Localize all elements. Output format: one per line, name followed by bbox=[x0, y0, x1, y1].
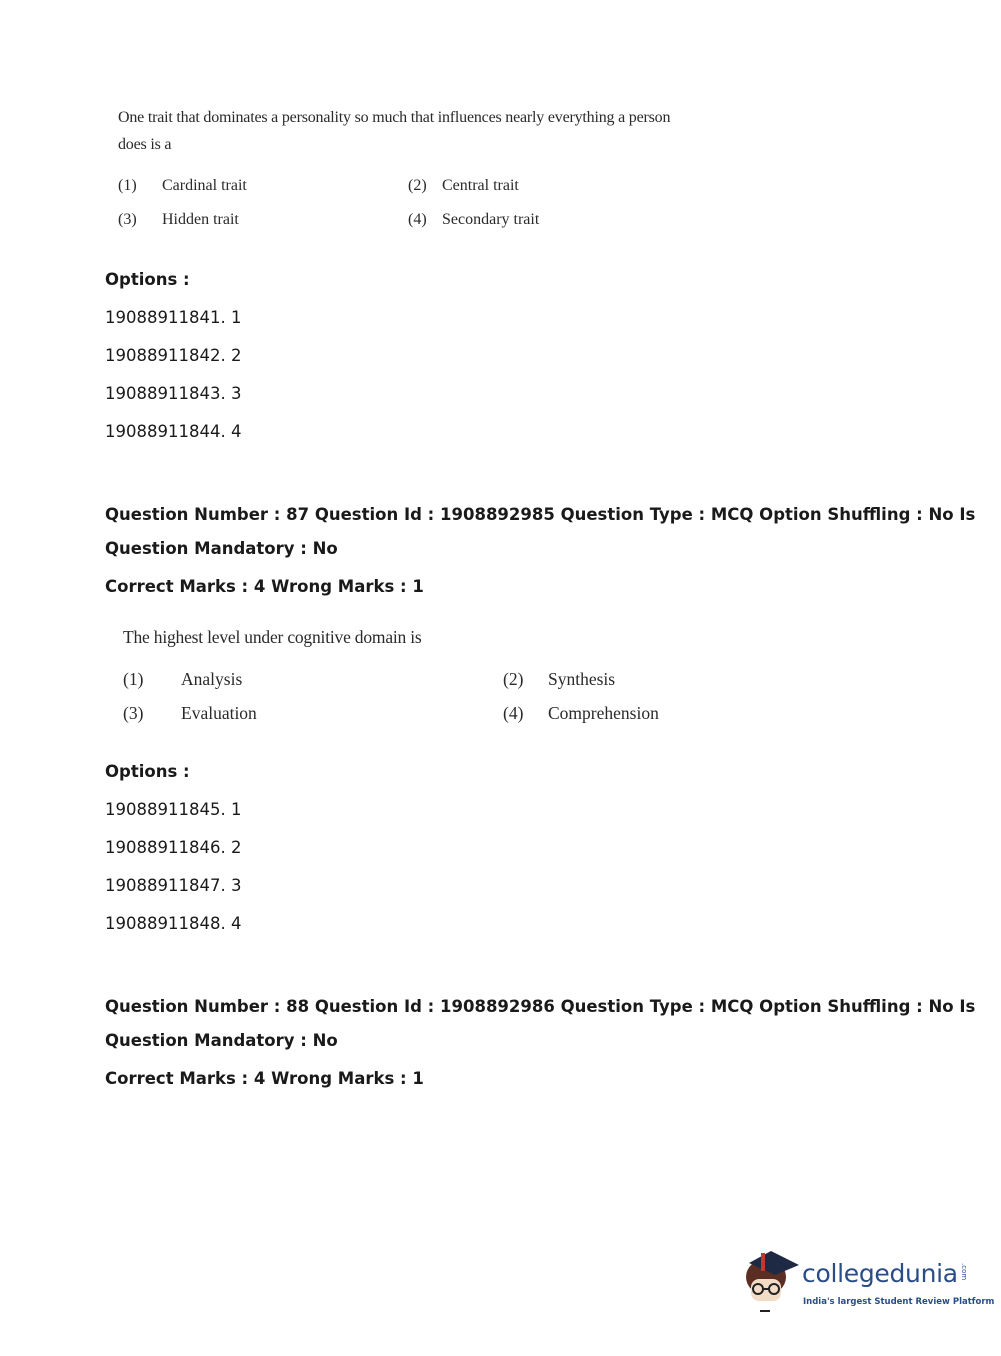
question-marks: Correct Marks : 4 Wrong Marks : 1 bbox=[105, 1069, 424, 1088]
option-id: 19088911842. 2 bbox=[105, 346, 242, 365]
choice-2 bbox=[503, 669, 615, 690]
options-heading: Options : bbox=[105, 270, 190, 289]
choice-1 bbox=[123, 669, 242, 690]
choice-3 bbox=[118, 211, 239, 229]
choice-label: Evaluation bbox=[181, 703, 257, 723]
choice-2 bbox=[408, 177, 519, 195]
question-text: The highest level under cognitive domain is bbox=[123, 627, 422, 647]
choice-number: (3) bbox=[123, 703, 144, 723]
option-id: 19088911843. 3 bbox=[105, 384, 242, 403]
logo-com: .com bbox=[960, 1263, 968, 1281]
question-header-line2: Question Mandatory : No bbox=[105, 539, 338, 558]
choice-label: Analysis bbox=[181, 669, 243, 689]
choice-1 bbox=[118, 177, 247, 195]
choice-label: Hidden trait bbox=[162, 211, 239, 228]
option-id: 19088911845. 1 bbox=[105, 800, 242, 819]
options-heading: Options : bbox=[105, 762, 190, 781]
question-header-line1: Question Number : 87 Question Id : 1908892985 Question Type : MCQ Option Shuffling : No Is bbox=[105, 505, 976, 524]
choice-number: (2) bbox=[503, 669, 524, 689]
choice-number: (4) bbox=[503, 703, 524, 723]
option-id: 19088911848. 4 bbox=[105, 914, 242, 933]
option-id: 19088911846. 2 bbox=[105, 838, 242, 857]
collegedunia-logo bbox=[741, 1249, 995, 1319]
question-text-line2: does is a bbox=[118, 136, 172, 153]
choice-number: (4) bbox=[408, 211, 427, 228]
choice-label: Secondary trait bbox=[442, 211, 540, 228]
question-header-line2: Question Mandatory : No bbox=[105, 1031, 338, 1050]
option-id: 19088911841. 1 bbox=[105, 308, 242, 327]
choice-4 bbox=[408, 211, 539, 229]
choice-label: Synthesis bbox=[548, 669, 616, 689]
choice-label: Cardinal trait bbox=[162, 177, 247, 194]
question-text-line1: One trait that dominates a personality so much that influences nearly everything a person bbox=[118, 109, 671, 126]
choice-4 bbox=[503, 703, 659, 724]
logo-name: collegedunia bbox=[802, 1259, 958, 1288]
mascot-icon bbox=[741, 1249, 801, 1319]
choice-number: (1) bbox=[123, 669, 144, 689]
choice-number: (1) bbox=[118, 177, 137, 194]
choice-label: Comprehension bbox=[548, 703, 659, 723]
choice-label: Central trait bbox=[442, 177, 519, 194]
option-id: 19088911847. 3 bbox=[105, 876, 242, 895]
option-id: 19088911844. 4 bbox=[105, 422, 242, 441]
logo-tagline: India's largest Student Review Platform bbox=[803, 1297, 995, 1307]
choice-number: (3) bbox=[118, 211, 137, 228]
question-header-line1: Question Number : 88 Question Id : 1908892986 Question Type : MCQ Option Shuffling : No Is bbox=[105, 997, 976, 1016]
question-marks: Correct Marks : 4 Wrong Marks : 1 bbox=[105, 577, 424, 596]
choice-3 bbox=[123, 703, 257, 724]
choice-number: (2) bbox=[408, 177, 427, 194]
